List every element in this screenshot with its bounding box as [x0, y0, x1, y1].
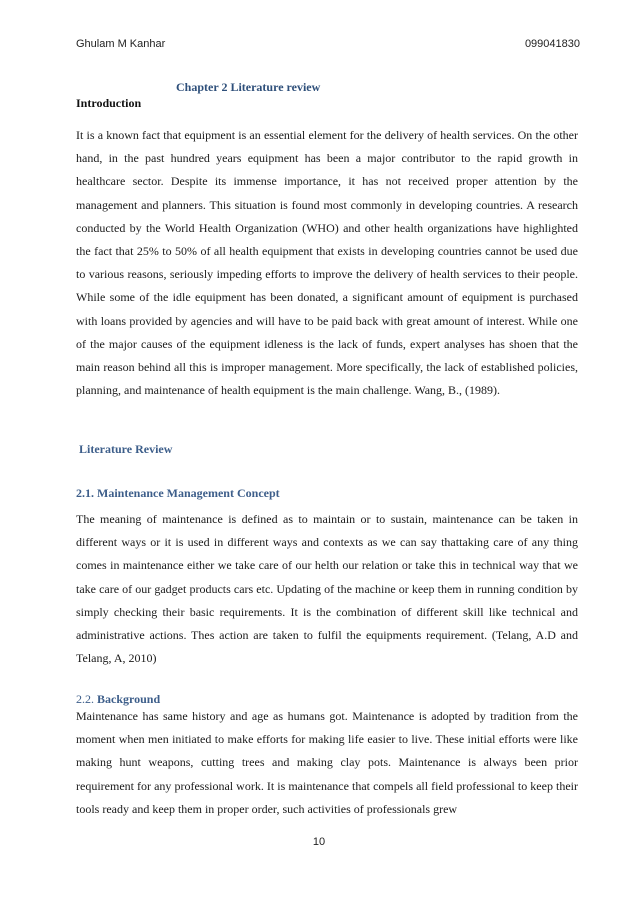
section-2-2-title: Background — [97, 692, 161, 706]
chapter-title: Chapter 2 Literature review — [176, 80, 321, 94]
section-2-1-heading: 2.1. Maintenance Management Concept — [76, 486, 280, 500]
header-student-id: 099041830 — [524, 38, 580, 50]
section-2-1-paragraph: The meaning of maintenance is defined as to maintain or to sustain, maintenance can be taken in different ways or it is used in different ways and contexts as we can say thattaking care of any thing comes in maintenance either we take care of our helth our relation or take this in technical way that we take care of our gadget products cars etc. Updating of the machine or keep them in running condition by simply checking their basic requirements. It is the combination of different skill like technical and administrative actions. Thes action are taken to fulfil the equipments requirement. (Telang, A.D and Telang, A, 2010) — [76, 512, 578, 666]
header-author: Ghulam M Kanhar — [76, 38, 166, 50]
introduction-paragraph: It is a known fact that equipment is an essential element for the delivery of health services. On the other hand, in the past hundred years equipment has been a major contributor to the rapid growth in healthcare sector. Despite its immense importance, it has not received proper attention by the management and planners. This situation is found most commonly in developing countries. A research conducted by the World Health Organization (WHO) and other health organizations have highlighted the fact that 25% to 50% of all health equipment that exists in developing countries cannot be used due to various reasons, seriously impeding efforts to improve the delivery of health services to their people. While some of the idle equipment has been donated, a significant amount of equipment is purchased with loans provided by agencies and will have to be paid back with great amount of interest. While one of the major causes of the equipment idleness is the lack of funds, expert analyses has shoen that the main reason behind all this is improper management. More specifically, the lack of established policies, planning, and maintenance of health equipment is the main challenge. Wang, B., (1989). — [76, 128, 578, 398]
section-2-2-number: 2.2. — [76, 692, 94, 706]
page-number: 10 — [312, 836, 326, 848]
section-2-2-paragraph: Maintenance has same history and age as humans got. Maintenance is adopted by tradition from the moment when men initiated to make efforts for making life easier to live. These initial efforts were like making hunt weapons, cutting trees and making clay pots. Maintenance is always been prior requirement for any professional work. It is maintenance that compels all field professional to keep their tools ready and keep them in proper order, such activities of professionals grew — [76, 709, 578, 816]
introduction-heading: Introduction — [76, 96, 142, 110]
literature-review-heading: Literature Review — [79, 442, 173, 456]
